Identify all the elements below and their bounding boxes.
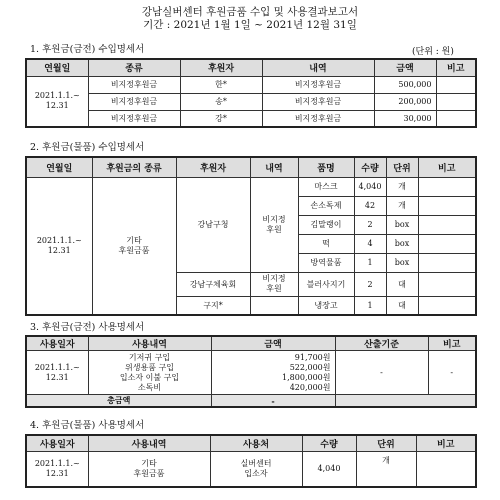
col-header: 사용내역 [88,336,211,351]
col-header: 비고 [436,59,476,76]
donor-cell: 구지* [176,296,250,315]
type-cell: 비지정후원금 [88,76,180,93]
unit-label: (단위 : 원) [412,47,454,57]
total-row [26,395,476,408]
total-value: - [211,395,335,408]
date-cell: 2021.1.1.~ 12.31 [26,451,88,487]
kind-cell: 기타 후원금품 [92,177,176,315]
date-cell: 2021.1.1.~ 12.31 [26,351,88,395]
place-cell: 실버센터 입소자 [210,451,302,487]
donor-cell: 강* [180,110,262,127]
unit-cell: 개 [386,177,418,196]
item-name-cell: 김말랭이 [298,215,354,234]
table-row [26,76,476,93]
col-header: 사용일자 [26,435,88,451]
col-header: 연월일 [26,157,92,177]
col-header: 단위 [356,435,416,451]
unit-cell: 개 [386,196,418,215]
unit-cell: box [386,253,418,272]
qty-cell: 1 [354,296,386,315]
donor-cell: 한* [180,76,262,93]
usage-cell: 기저귀 구입 위생용품 구입 입소자 이불 구입 소독비 [88,351,211,395]
detail-cell: 비지정 후원 [250,272,298,296]
note-cell [418,253,476,272]
date-cell: 2021.1.1.~ 12.31 [26,76,88,127]
unit-cell: 대 [386,296,418,315]
qty-cell: 4 [354,234,386,253]
col-header: 품명 [298,157,354,177]
table-row [26,177,476,196]
period-line: 기간 : 2021년 1월 1일 ~ 2021년 12월 31일 [143,19,357,31]
donor-cell: 강남구청 [176,177,250,272]
col-header: 후원자 [180,59,262,76]
donation-goods-usage-table [25,434,477,488]
note-cell [436,93,476,110]
unit-cell: 개 [356,451,416,487]
donor-cell: 강남구체육회 [176,272,250,296]
table-row [26,93,476,110]
detail-cell: 비지정후원금 [262,93,374,110]
table-row [26,110,476,127]
total-filler [335,395,476,408]
qty-cell: 4,040 [354,177,386,196]
col-header: 단위 [386,157,418,177]
detail-cell: 비지정후원금 [262,76,374,93]
usage-cell: 기타 후원금품 [88,451,210,487]
col-header: 수량 [354,157,386,177]
detail-cell: 비지정 후원 [250,177,298,272]
item-name-cell: 마스크 [298,177,354,196]
section-3-heading: 3. 후원금(금전) 사용명세서 [30,322,145,333]
col-header: 내역 [250,157,298,177]
item-name-cell: 블러사지기 [298,272,354,296]
col-header: 산출기준 [335,336,428,351]
note-cell [436,110,476,127]
donation-cash-usage-table [25,335,477,408]
type-cell: 비지정후원금 [88,110,180,127]
detail-cell [250,296,298,315]
note-cell [436,76,476,93]
table-row [26,351,476,395]
page-title: 강남실버센터 후원금품 수입 및 사용결과보고서 [141,6,359,18]
total-label: 총금액 [26,395,211,408]
item-name-cell: 손소독제 [298,196,354,215]
qty-cell: 2 [354,215,386,234]
donor-cell: 송* [180,93,262,110]
amount-cell: 91,700원 522,000원 1,800,000원 420,000원 [211,351,335,395]
note-cell [416,451,476,487]
item-name-cell: 방역물품 [298,253,354,272]
date-cell: 2021.1.1.~ 12.31 [26,177,92,315]
note-cell [418,177,476,196]
qty-cell: 2 [354,272,386,296]
basis-cell: - [335,351,428,395]
amount-cell: 500,000 [374,76,436,93]
unit-cell: 대 [386,272,418,296]
note-cell [418,234,476,253]
qty-cell: 42 [354,196,386,215]
section-1-heading: 1. 후원금(금전) 수입명세서 [30,44,145,55]
col-header: 사용일자 [26,336,88,351]
col-header: 수량 [302,435,356,451]
note-cell [418,272,476,296]
amount-cell: 30,000 [374,110,436,127]
note-cell [418,196,476,215]
unit-cell: box [386,215,418,234]
donation-cash-income-table [25,58,477,128]
type-cell: 비지정후원금 [88,93,180,110]
item-name-cell: 냉장고 [298,296,354,315]
col-header: 비고 [418,157,476,177]
qty-cell: 4,040 [302,451,356,487]
col-header: 사용내역 [88,435,210,451]
donation-goods-income-table [25,156,477,316]
section-2-heading: 2. 후원금(물품) 수입명세서 [30,142,145,153]
col-header: 연월일 [26,59,88,76]
col-header: 후원자 [176,157,250,177]
unit-cell: box [386,234,418,253]
note-cell [418,296,476,315]
col-header: 비고 [416,435,476,451]
col-header: 비고 [428,336,476,351]
section-4-heading: 4. 후원금(물품) 사용명세서 [30,420,145,431]
note-cell [418,215,476,234]
item-name-cell: 떡 [298,234,354,253]
col-header: 종류 [88,59,180,76]
col-header: 금액 [211,336,335,351]
note-cell: - [428,351,476,395]
table-row [26,451,476,487]
col-header: 사용처 [210,435,302,451]
col-header: 내역 [262,59,374,76]
detail-cell: 비지정후원금 [262,110,374,127]
amount-cell: 200,000 [374,93,436,110]
col-header: 금액 [374,59,436,76]
col-header: 후원금의 종류 [92,157,176,177]
qty-cell: 1 [354,253,386,272]
